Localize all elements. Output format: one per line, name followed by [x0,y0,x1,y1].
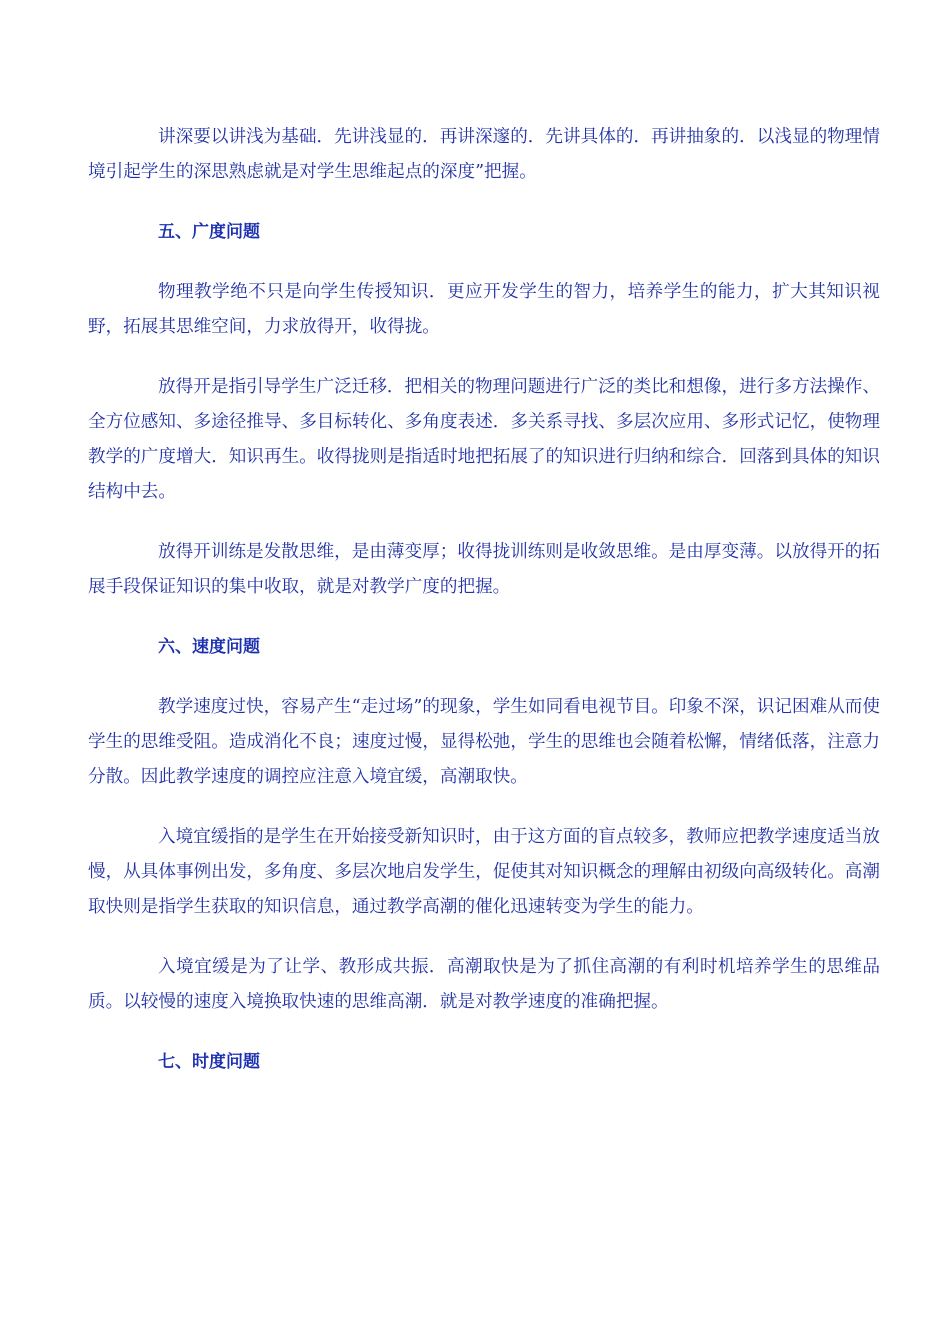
paragraph-breadth-summary: 放得开训练是发散思维，是由薄变厚；收得拢训练则是收敛思维。是由厚变薄。以放得开的拓展手段保证知识的集中收取，就是对教学广度的把握。 [88,542,880,597]
section-heading-breadth: 五、广度问题 [158,222,260,242]
document-body [88,120,880,1105]
paragraph-speed-slow-start: 入境宜缓指的是学生在开始接受新知识时，由于这方面的盲点较多，教师应把教学速度适当放慢，从具体事例出发，多角度、多层次地启发学生，促使其对知识概念的理解由初级向高级转化。高潮取快则是指学生获取的知识信息，通过教学高潮的催化迅速转变为学生的能力。 [88,827,880,917]
paragraph-speed-summary: 入境宜缓是为了让学、教形成共振．高潮取快是为了抓住高潮的有利时机培养学生的思维品质。以较慢的速度入境换取快速的思维高潮．就是对教学速度的准确把握。 [88,957,880,1012]
paragraph-breadth-intro: 物理教学绝不只是向学生传授知识．更应开发学生的智力，培养学生的能力，扩大其知识视野，拓展其思维空间，力求放得开，收得拢。 [88,282,880,337]
paragraph-speed-intro: 教学速度过快，容易产生“走过场”的现象，学生如同看电视节目。印象不深，识记困难从而使学生的思维受阻。造成消化不良；速度过慢，显得松弛，学生的思维也会随着松懈，情绪低落，注意力分散。因此教学速度的调控应注意入境宜缓，高潮取快。 [88,697,880,787]
paragraph-depth-summary: 讲深要以讲浅为基础．先讲浅显的．再讲深邃的．先讲具体的．再讲抽象的．以浅显的物理情境引起学生的深思熟虑就是对学生思维起点的深度”把握。 [88,127,880,182]
paragraph-breadth-open: 放得开是指引导学生广泛迁移．把相关的物理问题进行广泛的类比和想像，进行多方法操作、全方位感知、多途径推导、多目标转化、多角度表述．多关系寻找、多层次应用、多形式记忆，使物理教学的广度增大．知识再生。收得拢则是指适时地把拓展了的知识进行归纳和综合．回落到具体的知识结构中去。 [88,377,880,502]
section-heading-speed: 六、速度问题 [158,637,260,657]
section-heading-timing: 七、时度问题 [158,1052,260,1072]
